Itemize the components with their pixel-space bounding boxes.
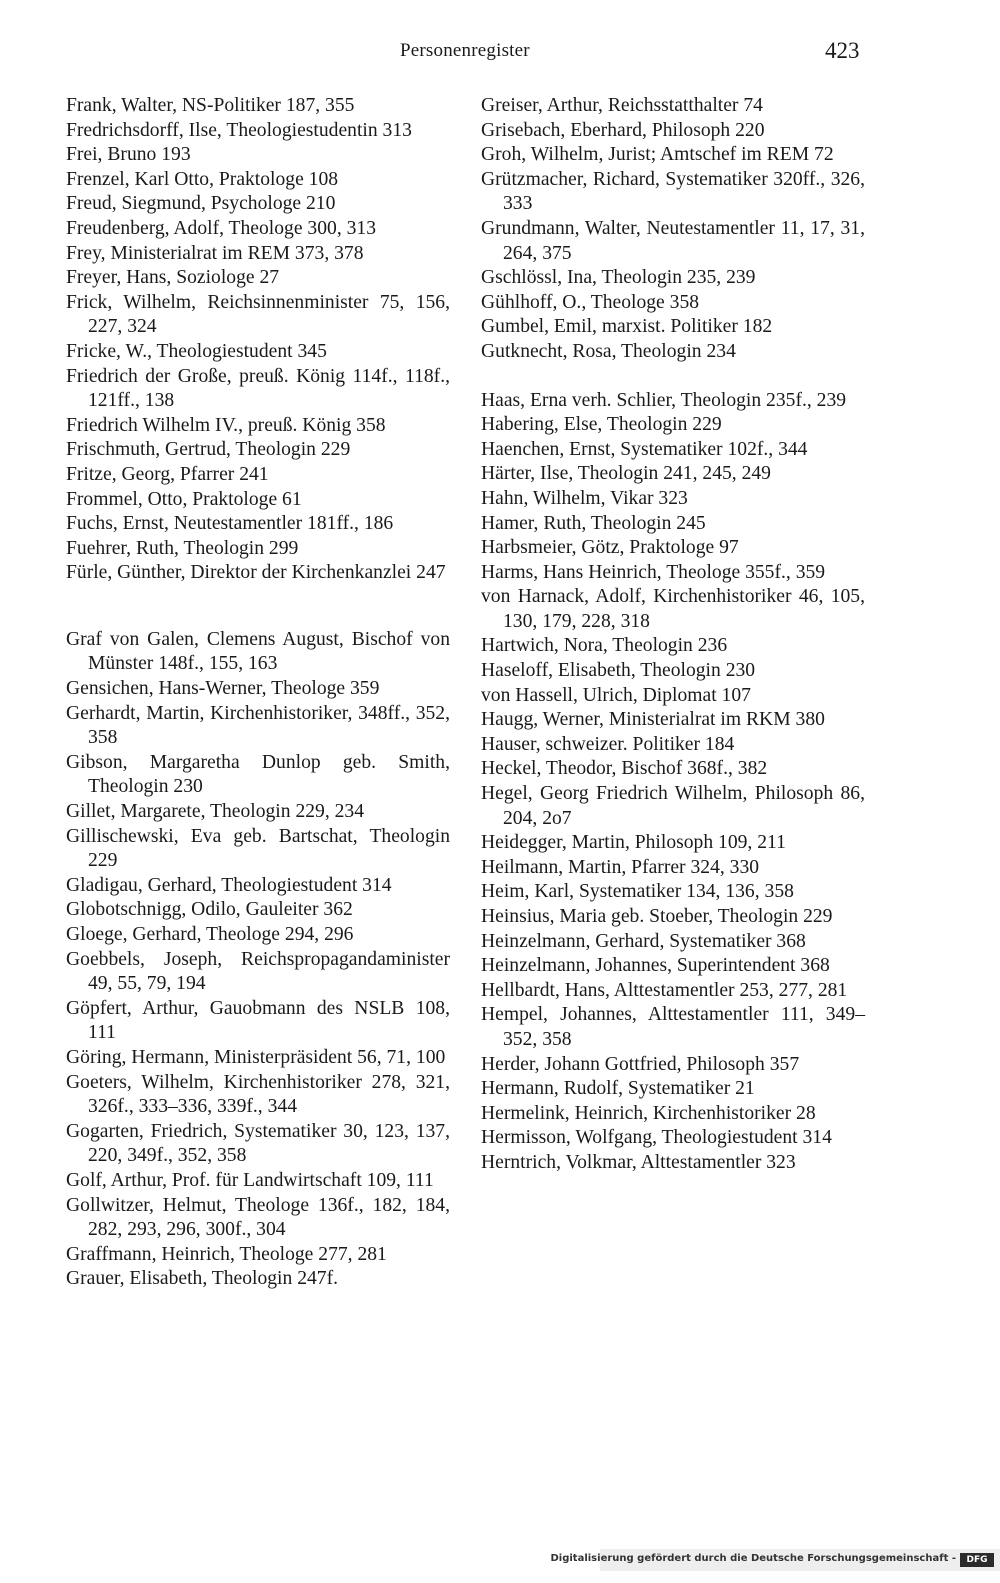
index-entry: Gühlhoff, O., Theologe 358 <box>481 291 700 313</box>
index-entry: Habering, Else, Theologin 229 <box>481 414 722 436</box>
index-entry: Heim, Karl, Systematiker 134, 136, 358 <box>481 881 794 903</box>
page-number: 423 <box>825 38 860 63</box>
index-entry: Heckel, Theodor, Bischof 368f., 382 <box>481 758 768 780</box>
index-entry: Fürle, Günther, Direktor der Kirchenkanzlei 247 <box>66 562 446 584</box>
index-group-h <box>481 389 865 1176</box>
index-entry: Goeters, Wilhelm, Kirchenhistoriker 278, 321, 326f., 333–336, 339f., 344 <box>66 1071 450 1118</box>
index-entry: Gillet, Margarete, Theologin 229, 234 <box>66 801 365 823</box>
index-entry: Grundmann, Walter, Neutestamentler 11, 17, 31, 264, 375 <box>481 217 865 264</box>
index-entry: Groh, Wilhelm, Jurist; Amtschef im REM 72 <box>481 144 834 166</box>
index-entry: Gogarten, Friedrich, Systematiker 30, 123, 137, 220, 349f., 352, 358 <box>66 1120 450 1167</box>
index-entry: Fredrichsdorff, Ilse, Theologiestudentin 313 <box>66 119 412 141</box>
index-entry: Haseloff, Elisabeth, Theologin 230 <box>481 660 756 682</box>
index-entry: Gloege, Gerhard, Theologe 294, 296 <box>66 924 354 945</box>
index-entry: Haenchen, Ernst, Systematiker 102f., 344 <box>481 438 808 460</box>
index-entry: Frischmuth, Gertrud, Theologin 229 <box>66 439 351 461</box>
index-entry: Hermann, Rudolf, Systematiker 21 <box>481 1078 755 1100</box>
index-entry: Hellbardt, Hans, Alttestamentler 253, 277, 281 <box>481 979 848 1001</box>
index-entry: von Hassell, Ulrich, Diplomat 107 <box>481 684 751 706</box>
index-entry: Göring, Hermann, Ministerpräsident 56, 71, 100 <box>66 1046 446 1068</box>
index-entry: Haas, Erna verh. Schlier, Theologin 235f., 239 <box>481 389 847 411</box>
index-entry: Hermelink, Heinrich, Kirchenhistoriker 28 <box>481 1102 816 1124</box>
index-column-left <box>66 94 450 1292</box>
index-entry: Gibson, Margaretha Dunlop geb. Smith, Theologin 230 <box>66 751 450 798</box>
index-entry: Graffmann, Heinrich, Theologe 277, 281 <box>66 1243 387 1265</box>
index-column-right <box>481 94 865 1176</box>
index-entry: Hermisson, Wolfgang, Theologiestudent 314 <box>481 1127 832 1149</box>
index-entry: Herntrich, Volkmar, Alttestamentler 323 <box>481 1151 796 1173</box>
index-entry: Hempel, Johannes, Alttestamentler 111, 349–352, 358 <box>481 1004 865 1050</box>
index-entry: Gollwitzer, Helmut, Theologe 136f., 182, 184, 282, 293, 296, 300f., 304 <box>66 1194 450 1241</box>
index-entry: Hartwich, Nora, Theologin 236 <box>481 635 728 657</box>
index-entry: Freud, Siegmund, Psychologe 210 <box>66 193 336 215</box>
index-entry: Hegel, Georg Friedrich Wilhelm, Philosoph 86, 204, 2o7 <box>481 783 865 829</box>
index-entry: Göpfert, Arthur, Gauobmann des NSLB 108, 111 <box>66 997 450 1044</box>
index-entry: Gensichen, Hans-Werner, Theologe 359 <box>66 678 380 700</box>
index-entry: Gumbel, Emil, marxist. Politiker 182 <box>481 316 773 338</box>
index-entry: Haugg, Werner, Ministerialrat im RKM 380 <box>481 709 825 731</box>
index-entry: Hahn, Wilhelm, Vikar 323 <box>481 487 688 509</box>
index-entry: Frick, Wilhelm, Reichsinnenminister 75, 156, 227, 324 <box>66 291 450 338</box>
index-entry: Gutknecht, Rosa, Theologin 234 <box>481 340 736 362</box>
running-head: Personenregister <box>400 40 530 61</box>
index-entry: Frei, Bruno 193 <box>66 144 191 166</box>
index-entry: Freudenberg, Adolf, Theologe 300, 313 <box>66 217 377 239</box>
index-entry: Freyer, Hans, Soziologe 27 <box>66 267 280 289</box>
index-entry: Graf von Galen, Clemens August, Bischof von Münster 148f., 155, 163 <box>66 628 450 675</box>
index-entry: Frey, Ministerialrat im REM 373, 378 <box>66 242 364 264</box>
index-entry: Grauer, Elisabeth, Theologin 247f. <box>66 1268 339 1290</box>
index-entry: Frenzel, Karl Otto, Praktologe 108 <box>66 168 339 190</box>
index-group-f <box>66 94 450 586</box>
index-entry: Heinzelmann, Gerhard, Systematiker 368 <box>481 930 806 952</box>
index-entry: Heinsius, Maria geb. Stoeber, Theologin 229 <box>481 906 833 927</box>
index-entry: Heilmann, Martin, Pfarrer 324, 330 <box>481 856 760 878</box>
index-entry: Heidegger, Martin, Philosoph 109, 211 <box>481 832 786 854</box>
index-entry: Goebbels, Joseph, Reichspropagandaminister 49, 55, 79, 194 <box>66 948 450 995</box>
index-entry: Friedrich der Große, preuß. König 114f., 118f., 121ff., 138 <box>66 365 450 412</box>
footer-credit: Digitalisierung gefördert durch die Deutsche Forschungsgemeinschaft - <box>550 1553 956 1564</box>
dfg-logo: DFG <box>960 1553 994 1567</box>
index-entry: Herder, Johann Gottfried, Philosoph 357 <box>481 1053 800 1075</box>
index-entry: Härter, Ilse, Theologin 241, 245, 249 <box>481 463 771 485</box>
index-entry: Greiser, Arthur, Reichsstatthalter 74 <box>481 95 763 116</box>
index-entry: von Harnack, Adolf, Kirchenhistoriker 46, 105, 130, 179, 228, 318 <box>481 586 865 632</box>
index-entry: Gschlössl, Ina, Theologin 235, 239 <box>481 267 756 289</box>
index-entry: Frommel, Otto, Praktologe 61 <box>66 488 302 510</box>
index-entry: Friedrich Wilhelm IV., preuß. König 358 <box>66 414 386 436</box>
index-entry: Fuehrer, Ruth, Theologin 299 <box>66 537 299 559</box>
index-entry: Frank, Walter, NS-Politiker 187, 355 <box>66 95 355 116</box>
group-spacer <box>481 365 865 389</box>
group-spacer <box>66 586 450 628</box>
index-entry: Grisebach, Eberhard, Philosoph 220 <box>481 119 765 141</box>
index-entry: Fricke, W., Theologiestudent 345 <box>66 340 327 362</box>
index-group-g-continued <box>481 94 865 365</box>
index-entry: Golf, Arthur, Prof. für Landwirtschaft 109, 111 <box>66 1169 434 1191</box>
digitization-footer <box>550 1549 1000 1571</box>
index-entry: Hamer, Ruth, Theologin 245 <box>481 512 706 534</box>
index-entry: Grützmacher, Richard, Systematiker 320ff., 326, 333 <box>481 168 865 215</box>
index-entry: Fritze, Georg, Pfarrer 241 <box>66 463 269 485</box>
index-entry: Harms, Hans Heinrich, Theologe 355f., 359 <box>481 561 826 583</box>
index-entry: Heinzelmann, Johannes, Superintendent 368 <box>481 955 830 977</box>
index-entry: Harbsmeier, Götz, Praktologe 97 <box>481 537 739 559</box>
index-group-g <box>66 628 450 1292</box>
index-entry: Globotschnigg, Odilo, Gauleiter 362 <box>66 899 353 921</box>
index-entry: Hauser, schweizer. Politiker 184 <box>481 733 735 755</box>
index-entry: Gladigau, Gerhard, Theologiestudent 314 <box>66 874 392 896</box>
index-entry: Fuchs, Ernst, Neutestamentler 181ff., 186 <box>66 513 394 535</box>
index-entry: Gillischewski, Eva geb. Bartschat, Theologin 229 <box>66 825 450 872</box>
index-entry: Gerhardt, Martin, Kirchenhistoriker, 348ff., 352, 358 <box>66 702 450 749</box>
